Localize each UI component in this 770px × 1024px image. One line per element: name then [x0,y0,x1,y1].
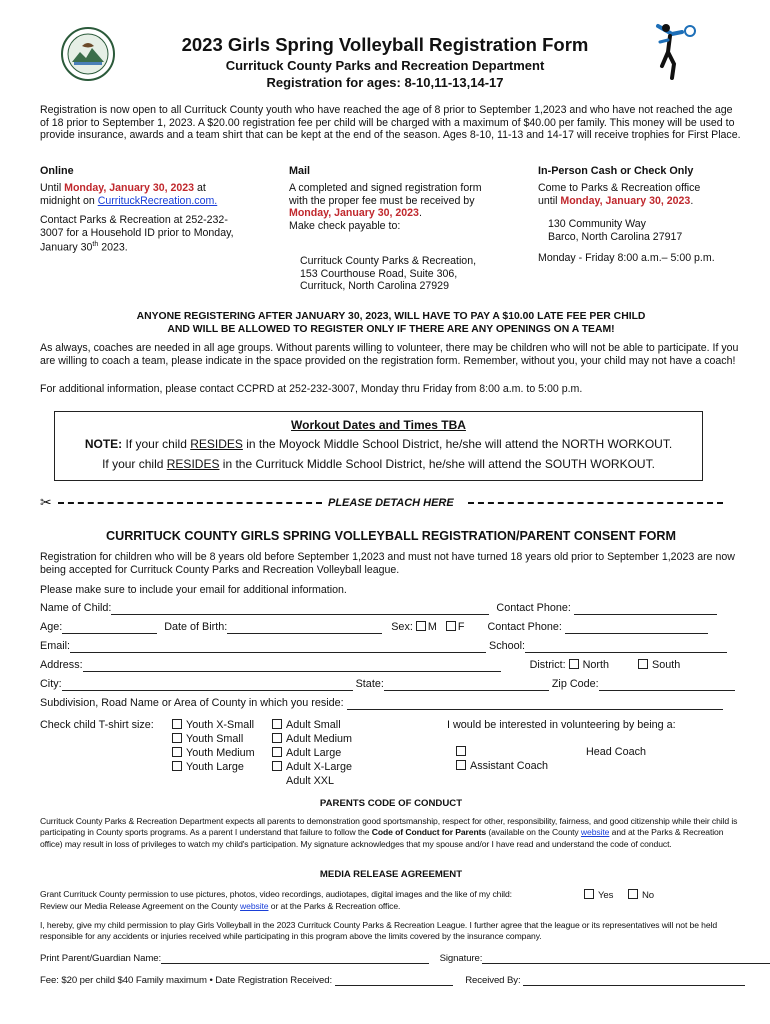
mail-text: A completed and signed registration form with the proper fee must be received by Monday, January 30, 2023. Make check payable to: [289,182,482,232]
media-line1: Grant Currituck County permission to use pictures, photos, video recordings, audiotapes, digital images and the like of my child: [40,889,512,899]
volleyball-player-icon [652,22,700,82]
parent-name-field[interactable] [161,954,429,964]
email-note: Please make sure to include your email for additional information. [40,584,347,596]
youth-xs-checkbox[interactable] [172,719,182,729]
school-field[interactable] [525,642,727,653]
form-title: CURRITUCK COUNTY GIRLS SPRING VOLLEYBALL REGISTRATION/PARENT CONSENT FORM [106,529,676,543]
media-line2: Review our Media Release Agreement on the County website or at the Parks & Recreation office. [40,901,401,911]
media-no-checkbox[interactable] [628,889,638,899]
intro-paragraph: Registration is now open to all Currituck County youth who have reached the age of 8 prior to September 1,2023 and who have not reached the age of 18 prior to September 1, 2023. A $20.00 registration fee per child will be charged with a maximum of $40.00 per family. This money will be used to provide insurance, awards and a team shirt that can be kept at the end of the season. Ages 8-10, 11-13 and 14-17 will receive trophies for First Place. [40,104,741,142]
row-name: Name of Child: Contact Phone: [40,601,717,615]
adult-xxl-checkbox [272,775,282,785]
mail-heading: Mail [289,165,310,177]
contact-phone-field-2[interactable] [565,623,708,634]
form-intro: Registration for children who will be 8 years old before September 1,2023 and must not have turned 18 years old prior to September 1,2023 are now being accepted for Currituck County Parks and Recreation Volleyball league. [40,551,735,576]
address-field[interactable] [83,661,501,672]
online-contact: Contact Parks & Recreation at 252-232-3007 for a Household ID prior to Monday, January 30th 2023. [40,214,234,254]
media-yes-checkbox[interactable] [584,889,594,899]
adult-xl-checkbox[interactable] [272,761,282,771]
assistant-coach-option: Assistant Coach [456,759,548,773]
dob-field[interactable] [227,623,382,634]
zip-field[interactable] [599,680,735,691]
inperson-text: Come to Parks & Recreation office until Monday, January 30, 2023. [538,182,701,207]
signature-row: Print Parent/Guardian Name: Signature: [40,953,770,964]
row-city: City: State: Zip Code: [40,677,735,691]
adult-size-list: Adult Small Adult Medium Adult Large Adult X-Large Adult XXL [272,718,352,788]
detach-dash-left [58,502,322,504]
county-seal-logo [60,26,116,82]
assistant-coach-checkbox[interactable] [456,760,466,770]
inperson-address: 130 Community Way Barco, North Carolina 27917 [548,218,683,243]
footer-row: Fee: $20 per child $40 Family maximum • Date Registration Received: Received By: [40,975,745,986]
conduct-text: Currituck County Parks & Recreation Department expects all parents to demonstration good sportsmanship, respect for other, responsibility, fairness, and good citizenship while their child is participating in County sports programs. As a parent I understand that failure to follow the Code of Conduct for Parents (available on the County website and at the Parks & Recreation office) may result in loss of privileges to watch my child's participation. My signature acknowledges that my spouse and/or I have read and understand the code of conduct. [40,816,738,849]
scissors-icon: ✂ [40,494,52,510]
coaches-paragraph: As always, coaches are needed in all age groups. Without parents willing to volunteer, there may be children who will not be able to participate. If you are willing to coach a team, please indicate in the space provided on the registration form. Remember, without you, your child may not have a coach! [40,342,739,367]
permission-text: I, hereby, give my child permission to play Girls Volleyball in the 2023 Currituck County Parks & Recreation League. I further agree that the league or its representatives will not be held responsible for any accidents or injuries received while participating in this program above the limits covered by the insurance company. [40,920,718,942]
page-title: 2023 Girls Spring Volleyball Registration Form [181,34,589,55]
adult-s-checkbox[interactable] [272,719,282,729]
media-website-link[interactable]: website [240,901,269,911]
youth-size-list: Youth X-Small Youth Small Youth Medium Youth Large [172,718,255,774]
workout-south: If your child RESIDES in the Currituck Middle School District, he/she will attend the SOUTH WORKOUT. [102,457,655,471]
online-until: Until Monday, January 30, 2023 at midnight on CurrituckRecreation.com. [40,182,218,207]
detach-label: PLEASE DETACH HERE [328,497,454,509]
youth-s-checkbox[interactable] [172,733,182,743]
subdivision-field[interactable] [347,699,723,710]
department-name: Currituck County Parks and Recreation Department [225,58,545,73]
sex-f-checkbox[interactable] [446,621,456,631]
adult-m-checkbox[interactable] [272,733,282,743]
adult-l-checkbox[interactable] [272,747,282,757]
registration-ages: Registration for ages: 8-10,11-13,14-17 [266,75,504,90]
detach-dash-right [468,502,723,504]
row-address: Address: District: North South [40,659,681,671]
media-options: Yes No [584,889,654,901]
online-heading: Online [40,165,74,177]
email-field[interactable] [70,642,486,653]
late-fee-notice: ANYONE REGISTERING AFTER JANUARY 30, 2023, WILL HAVE TO PAY A $10.00 LATE FEE PER CHILD AND WILL BE ALLOWED TO REGISTER ONLY IF THERE ARE ANY OPENINGS ON A TEAM! [136,311,646,335]
volunteer-label: I would be interested in volunteering by being a: [447,719,676,731]
inperson-heading: In-Person Cash or Check Only [538,165,694,177]
youth-l-checkbox[interactable] [172,761,182,771]
tshirt-label: Check child T-shirt size: [40,719,154,731]
head-coach-checkbox[interactable] [456,746,466,756]
sex-m-checkbox[interactable] [416,621,426,631]
recreation-website-link[interactable]: CurrituckRecreation.com. [97,194,218,207]
workout-box [54,411,703,481]
contact-info: For additional information, please contact CCPRD at 252-232-3007, Monday thru Friday from 8:00 a.m. to 5:00 p.m. [40,383,583,395]
conduct-website-link[interactable]: website [580,827,610,838]
received-by-field[interactable] [523,976,745,986]
workout-north: NOTE: If your child RESIDES in the Moyock Middle School District, he/she will attend the NORTH WORKOUT. [84,437,673,451]
head-coach-option: Head Coach [456,745,646,759]
row-subdivision: Subdivision, Road Name or Area of County in which you reside: [40,696,723,710]
row-age: Age: Date of Birth: Sex: M F Contact Phone: [40,620,708,634]
state-field[interactable] [384,680,549,691]
signature-field[interactable] [482,954,770,964]
district-south-checkbox[interactable] [638,659,648,669]
conduct-heading: PARENTS CODE OF CONDUCT [319,798,463,809]
workout-title: Workout Dates and Times TBA [291,418,466,432]
youth-m-checkbox[interactable] [172,747,182,757]
date-received-field[interactable] [335,976,453,986]
inperson-hours: Monday - Friday 8:00 a.m.– 5:00 p.m. [538,252,715,264]
contact-phone-field-1[interactable] [574,604,717,615]
child-name-field[interactable] [111,604,489,615]
mail-address: Currituck County Parks & Recreation, 153 Courthouse Road, Suite 306, Currituck, North Carolina 27929 [300,255,477,293]
district-north-checkbox[interactable] [569,659,579,669]
row-email: Email: School: [40,639,727,653]
media-heading: MEDIA RELEASE AGREEMENT [319,869,463,880]
age-field[interactable] [62,623,157,634]
city-field[interactable] [62,680,353,691]
